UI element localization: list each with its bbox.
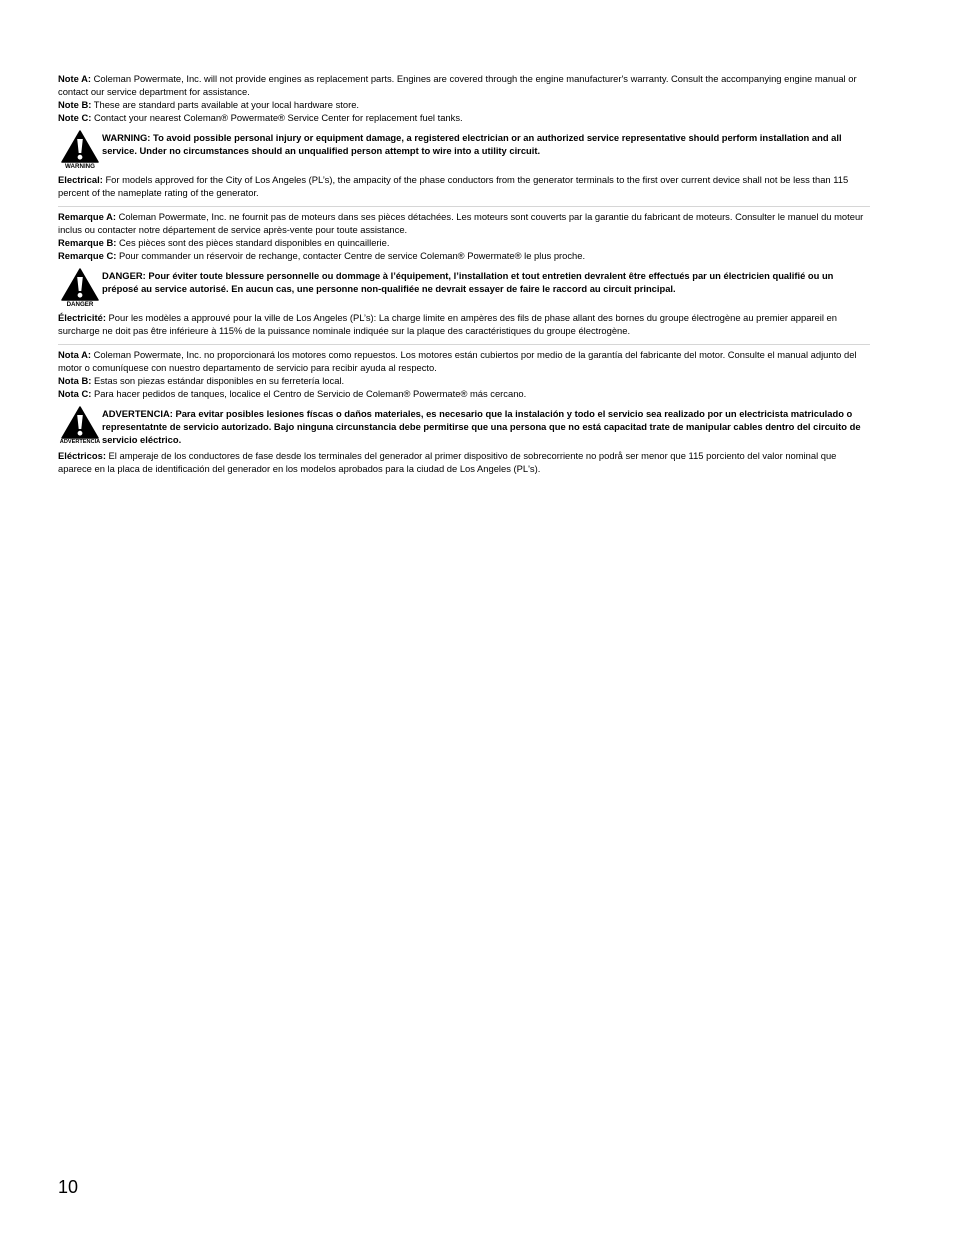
nota-b: Nota B: Estas son piezas estándar disponibles en su ferretería local. <box>58 375 345 386</box>
note-a: Note A: Coleman Powermate, Inc. will not provide engines as replacement parts. Engines are covered through the engine manufacturer's warranty. Consult the accompanying engine manual or contact our service department for assistance. <box>58 73 857 97</box>
note-c: Note C: Contact your nearest Coleman® Powermate® Service Center for replacement fuel tanks. <box>58 112 463 123</box>
warning-text: WARNING: To avoid possible personal injury or equipment damage, a registered electrician or an authorized service representative should perform installation and all service. Under no circumstances should an unqualified person attempt to wire into a utility circuit. <box>102 132 842 156</box>
warning-icon: WARNING <box>58 130 102 170</box>
danger-text: DANGER: Pour éviter toute blessure personnelle ou dommage à l’équipement, l’installation et tout entretien devralent être effectués par un électricien qualifié ou un préposé au service autorisé. En aucun cas, une personne non-qualifiée ne devrait essayer de faire le raccord au circuit principal. <box>102 270 834 294</box>
danger-icon: DANGER <box>58 268 102 308</box>
remarque-b: Remarque B: Ces pièces sont des pièces standard disponibles en quincaillerie. <box>58 237 390 248</box>
remarque-c: Remarque C: Pour commander un réservoir de rechange, contacter Centre de service Coleman® Powermate® le plus proche. <box>58 250 586 261</box>
remarque-a: Remarque A: Coleman Powermate, Inc. ne fournit pas de moteurs dans ses pièces détachées. Les moteurs sont couverts par la garantie du fabricant de moteurs. Consulter le manuel du moteur inclus ou contacter notre département de service après-vente pour toute assistance. <box>58 211 864 235</box>
nota-c: Nota C: Para hacer pedidos de tanques, localice el Centro de Servicio de Coleman® Powermate® más cercano. <box>58 388 527 399</box>
section-french <box>58 210 870 337</box>
electricite-note: Électricité: Pour les modèles a approuvé pour la ville de Los Angeles (PL’s): La charge limite en ampères des fils de phase allant des bornes du groupe électrogène au premier appareil en surcharge ne doit pas être inférieure à 115% de la puissance nominale indiquée sur la plaque des caractéristiques du groupe électrogène. <box>58 312 837 336</box>
electricos-note: Eléctricos: El amperaje de los conductores de fase desde los terminales del generador al primer dispositivo de sobrecorriente no podrå ser menor que 115 porciento del valor nominal que aparece en la placa de identificación del generador en los modelos aprobados para la ciudad de Los Angeles (PL's). <box>58 450 837 474</box>
nota-a: Nota A: Coleman Powermate, Inc. no proporcionará los motores como repuestos. Los motores están cubiertos por medio de la garantía del fabricante del motor. Consulte el manual adjunto del motor o comuníquese con nuestro departamento de servicio para recibir ayuda al respecto. <box>58 349 857 373</box>
section-divider <box>58 206 870 207</box>
advertencia-block <box>58 406 870 446</box>
section-divider <box>58 344 870 345</box>
note-b: Note B: These are standard parts available at your local hardware store. <box>58 99 360 110</box>
advertencia-text: ADVERTENCIA: Para evitar posibles lesiones físcas o daños materiales, es necesario que la instalación y todo el servicio sea realizado por un electricista matriculado o representatnte de servicio autorizado. Bajo ninguna circunstancia debe permitirse que una persona que no está capacitad trate de manipular cables dentro del circuito de servicio eléctrico. <box>102 408 861 445</box>
document-body <box>58 72 870 475</box>
section-english <box>58 72 870 199</box>
danger-triangle-icon <box>61 268 99 301</box>
section-spanish <box>58 348 870 475</box>
advertencia-triangle-icon <box>61 406 99 439</box>
advertencia-icon: ADVERTENCIA <box>58 406 102 446</box>
page-number: 10 <box>58 1177 79 1197</box>
electrical-note: Electrical: For models approved for the City of Los Angeles (PL’s), the ampacity of the phase conductors from the generator terminals to the first over current device shall not be less than 115 percent of the nameplate rating of the generator. <box>58 174 849 198</box>
warning-triangle-icon <box>61 130 99 163</box>
danger-block <box>58 268 870 308</box>
warning-block <box>58 130 870 170</box>
